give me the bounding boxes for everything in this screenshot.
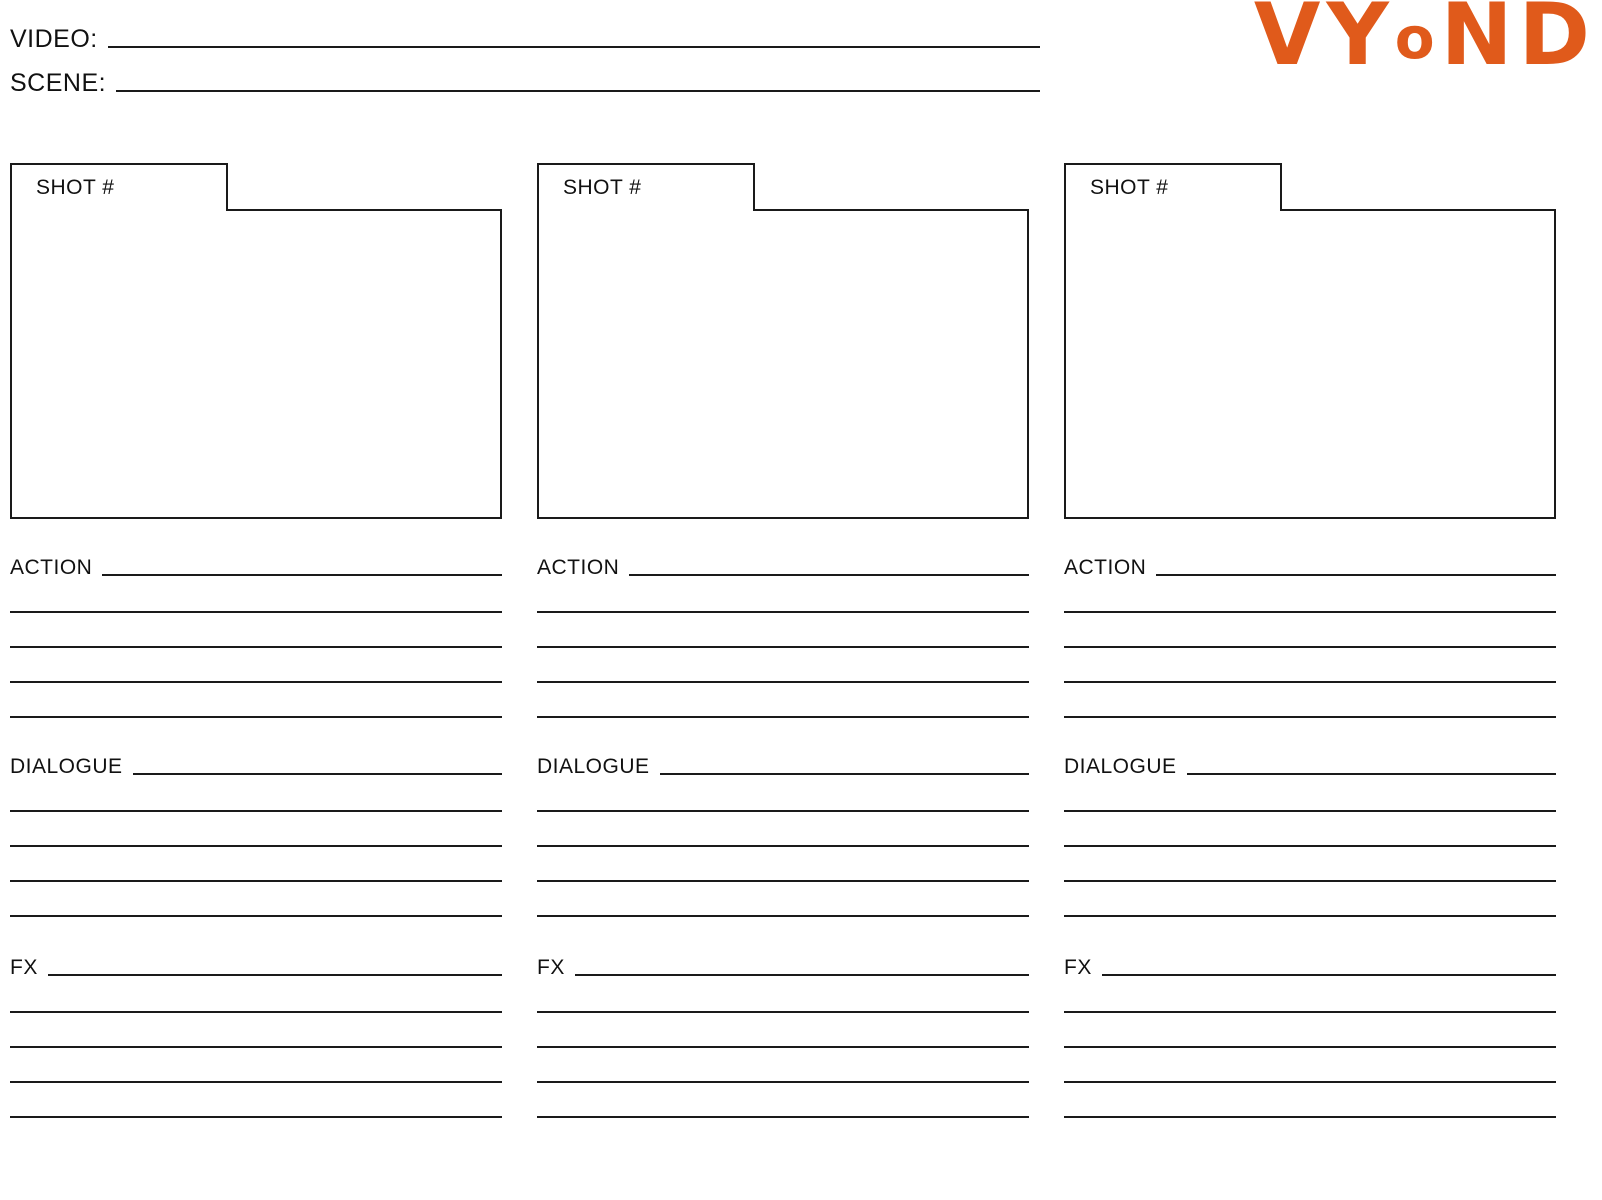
dialogue-rule-1-1[interactable] [133,773,502,775]
fx-rule-2-1[interactable] [575,974,1029,976]
logo-letter-d: D [1518,0,1596,85]
logo-letter-v: V [1253,0,1327,85]
fx-label-1: FX [10,956,38,979]
dialogue-rule-2-3[interactable] [537,845,1029,847]
shot-number-label-2: SHOT # [563,176,642,199]
action-rule-2-3[interactable] [537,646,1029,648]
shot-column-2 [537,163,1029,1118]
shot-number-tab-3[interactable] [1064,163,1282,211]
fx-rule-1-4[interactable] [10,1081,502,1083]
fx-section-2 [537,948,1029,1118]
dialogue-first-line-2[interactable] [537,747,1029,777]
action-first-line-2[interactable] [537,548,1029,578]
action-label-2: ACTION [537,556,620,579]
action-section-1 [10,548,502,718]
dialogue-rule-3-4[interactable] [1064,880,1556,882]
dialogue-label-3: DIALOGUE [1064,755,1177,778]
action-first-line-1[interactable] [10,548,502,578]
header-fields [10,8,1040,96]
logo-letter-n: N [1440,0,1519,85]
dialogue-section-3 [1064,747,1556,917]
shot-frame-1[interactable] [10,209,502,519]
action-rule-1-3[interactable] [10,646,502,648]
fx-rule-3-3[interactable] [1064,1046,1556,1048]
scene-field-row[interactable] [10,52,1040,96]
fx-rule-3-2[interactable] [1064,1011,1556,1013]
video-field-rule[interactable] [108,46,1040,48]
fx-rule-2-3[interactable] [537,1046,1029,1048]
dialogue-rule-2-2[interactable] [537,810,1029,812]
action-rule-2-4[interactable] [537,681,1029,683]
dialogue-first-line-1[interactable] [10,747,502,777]
action-first-line-3[interactable] [1064,548,1556,578]
dialogue-rule-1-4[interactable] [10,880,502,882]
fx-label-3: FX [1064,956,1092,979]
fx-rule-1-2[interactable] [10,1011,502,1013]
shot-frame-2[interactable] [537,209,1029,519]
video-field-label: VIDEO: [10,25,98,53]
dialogue-rule-2-4[interactable] [537,880,1029,882]
dialogue-label-1: DIALOGUE [10,755,123,778]
action-rule-1-5[interactable] [10,716,502,718]
dialogue-section-1 [10,747,502,917]
fx-rule-1-3[interactable] [10,1046,502,1048]
action-rule-3-3[interactable] [1064,646,1556,648]
action-section-2 [537,548,1029,718]
shot-column-1 [10,163,502,1118]
action-rule-3-4[interactable] [1064,681,1556,683]
logo-letter-y: Y [1326,0,1395,85]
shot-number-label-1: SHOT # [36,176,115,199]
dialogue-rule-3-2[interactable] [1064,810,1556,812]
action-rule-3-2[interactable] [1064,611,1556,613]
dialogue-rule-1-2[interactable] [10,810,502,812]
dialogue-rule-3-3[interactable] [1064,845,1556,847]
shot-number-tab-2[interactable] [537,163,755,211]
fx-section-3 [1064,948,1556,1118]
action-rule-2-5[interactable] [537,716,1029,718]
dialogue-rule-2-1[interactable] [660,773,1029,775]
action-rule-1-2[interactable] [10,611,502,613]
dialogue-rule-1-5[interactable] [10,915,502,917]
dialogue-label-2: DIALOGUE [537,755,650,778]
dialogue-section-2 [537,747,1029,917]
dialogue-rule-1-3[interactable] [10,845,502,847]
action-rule-2-2[interactable] [537,611,1029,613]
scene-field-label: SCENE: [10,69,107,97]
dialogue-rule-3-5[interactable] [1064,915,1556,917]
dialogue-first-line-3[interactable] [1064,747,1556,777]
vyond-logo [1253,0,1596,85]
fx-first-line-1[interactable] [10,948,502,978]
shot-frame-3[interactable] [1064,209,1556,519]
dialogue-rule-3-1[interactable] [1187,773,1556,775]
fx-section-1 [10,948,502,1118]
fx-rule-3-1[interactable] [1102,974,1556,976]
fx-rule-1-5[interactable] [10,1116,502,1118]
fx-first-line-3[interactable] [1064,948,1556,978]
fx-rule-3-4[interactable] [1064,1081,1556,1083]
action-section-3 [1064,548,1556,718]
fx-rule-2-2[interactable] [537,1011,1029,1013]
shot-number-tab-1[interactable] [10,163,228,211]
action-label-1: ACTION [10,556,93,579]
fx-rule-3-5[interactable] [1064,1116,1556,1118]
action-rule-1-4[interactable] [10,681,502,683]
action-label-3: ACTION [1064,556,1147,579]
shot-columns [10,163,1596,1118]
action-rule-3-1[interactable] [1156,574,1556,576]
fx-rule-2-4[interactable] [537,1081,1029,1083]
scene-field-rule[interactable] [116,90,1040,92]
fx-first-line-2[interactable] [537,948,1029,978]
action-rule-2-1[interactable] [629,574,1029,576]
shot-column-3 [1064,163,1556,1118]
action-rule-1-1[interactable] [102,574,502,576]
fx-label-2: FX [537,956,565,979]
dialogue-rule-2-5[interactable] [537,915,1029,917]
fx-rule-1-1[interactable] [48,974,502,976]
video-field-row[interactable] [10,8,1040,52]
action-rule-3-5[interactable] [1064,716,1556,718]
shot-number-label-3: SHOT # [1090,176,1169,199]
logo-letter-o: o [1394,4,1441,72]
fx-rule-2-5[interactable] [537,1116,1029,1118]
